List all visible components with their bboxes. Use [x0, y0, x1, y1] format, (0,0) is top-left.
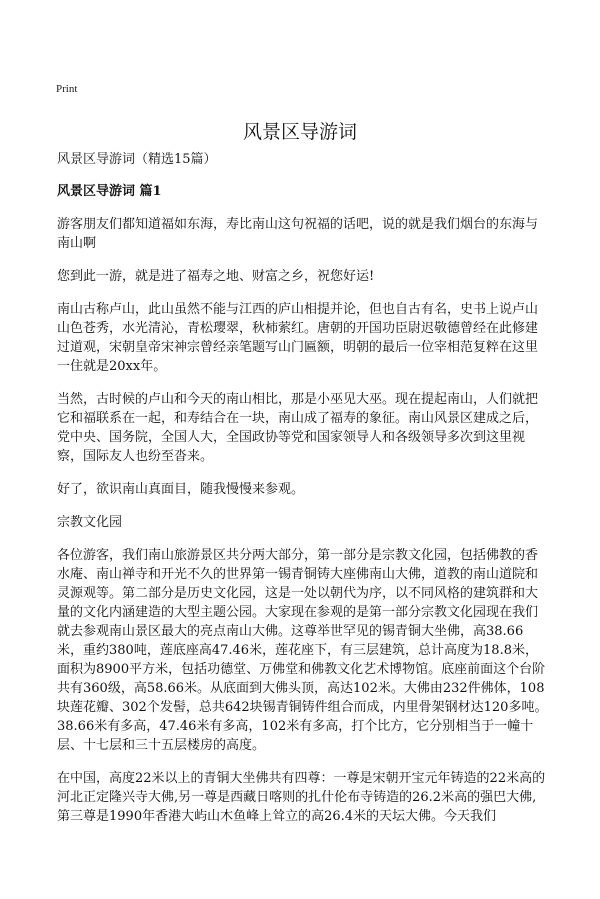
paragraph: 各位游客，我们南山旅游景区共分两大部分，第一部分是宗教文化园，包括佛教的香水庵、南山禅寺和开光不久的世界第一锡青铜铸大座佛南山大佛，道教的南山道院和灵源观等。第二部分是历史文化园，这是一处以朝代为序，以不同风格的建筑群和大量的文化内涵建造的大型主题公园。大家现在参观的是第一部分宗教文化园现在我们就去参观南山景区最大的亮点南山大佛。这尊举世罕见的锡青铜大坐佛，高38.66米，重约380吨，莲底座高47.46米，莲花座下，有三层建筑，总计高度为18.8米，面积为8900平方米，包括功德堂、万佛堂和佛教文化艺术博物馆。底座前面这个台阶共有360级，高58.66米。从底面到大佛头顶，高达102米。大佛由232件佛体，108块莲花瓣、302个发髻，总共642块锡青铜铸件组合而成，内里骨架钢材达120多吨。38.66米有多高，47.46米有多高，102米有多高，打个比方，它分别相当于一幢十层、十七层和三十五层楼房的高度。 — [57, 548, 548, 753]
paragraph: 游客朋友们都知道福如东海，寿比南山这句祝福的话吧，说的就是我们烟台的东海与南山啊 — [57, 217, 539, 251]
document-body — [57, 150, 549, 840]
print-label: Print — [56, 83, 78, 95]
section-title: 风景区导游词 篇1 — [57, 184, 162, 199]
subsection-title: 宗教文化园 — [57, 515, 123, 530]
paragraph: 南山古称卢山，此山虽然不能与江西的庐山相提并论，但也自古有名，史书上说卢山山色苍秀，水光清沁，青松璎翠，秋柿萦红。唐朝的开国功臣尉迟敬德曾经在此修建过道观，宋朝皇帝宋神宗曾经亲笔题写山门匾额，明朝的最后一位宰相范复粹在这里一住就是20xx年。 — [57, 302, 539, 374]
paragraph: 在中国，高度22米以上的青铜大坐佛共有四尊：一尊是宋朝开宝元年铸造的22米高的河北正定隆兴寺大佛,另一尊是西藏日喀则的扎什伦布寺铸造的26.2米高的强巴大佛,第三尊是1990年香港大屿山木鱼峰上耸立的高26.4米的天坛大佛。今天我们 — [57, 771, 546, 824]
paragraph: 好了，欲识南山真面目，随我慢慢来参观。 — [57, 482, 305, 497]
document-subtitle: 风景区导游词（精选15篇） — [57, 152, 217, 167]
paragraph: 当然，古时候的卢山和今天的南山相比，那是小巫见大巫。现在提起南山，人们就把它和福联系在一起，和寿结合在一块，南山成了福寿的象征。南山风景区建成之后，党中央、国务院，全国人大，全国政协等党和国家领导人和各级领导多次到这里视察，国际友人也纷至沓来。 — [57, 392, 539, 464]
page-title: 风景区导游词 — [242, 121, 357, 143]
paragraph: 您到此一游，就是进了福寿之地、财富之乡，祝您好运! — [57, 269, 375, 284]
